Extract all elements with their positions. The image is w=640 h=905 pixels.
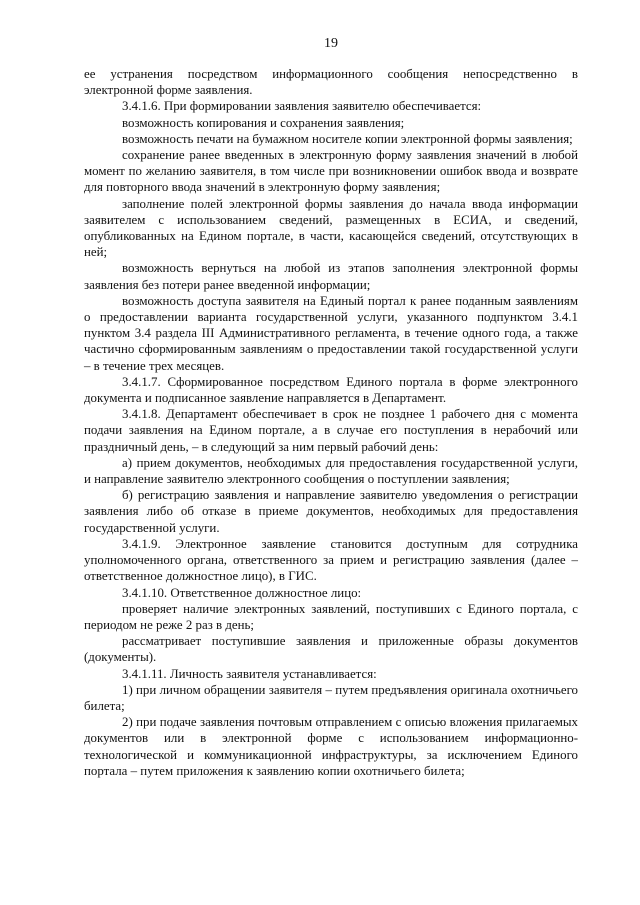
document-body xyxy=(84,66,578,779)
paragraph: 3.4.1.7. Сформированное посредством Единого портала в форме электронного документа и подписанное заявление направляется в Департамент. xyxy=(84,374,578,406)
paragraph: возможность печати на бумажном носителе копии электронной формы заявления; xyxy=(122,131,573,146)
paragraph: заполнение полей электронной формы заявления до начала ввода информации заявителем с использованием сведений, размещенных в ЕСИА, и сведений, опубликованных на Едином портале, в части, касающейся сведений, отсутствующих в ней; xyxy=(84,196,578,260)
paragraph: ее устранения посредством информационного сообщения непосредственно в электронной форме заявления. xyxy=(84,67,578,98)
paragraph: возможность вернуться на любой из этапов заполнения электронной формы заявления без потери ранее введенной информации; xyxy=(84,261,578,292)
paragraph: 3.4.1.11. Личность заявителя устанавливается: xyxy=(122,666,377,681)
paragraph: 3.4.1.10. Ответственное должностное лицо: xyxy=(122,585,362,600)
paragraph: возможность доступа заявителя на Единый портал к ранее поданным заявлениям о предоставлении варианта государственной услуги, указанного подпунктом 3.4.1 пунктом 3.4 раздела III Административного регламента, в течение одного года, а также частично сформированным заявлениям о предоставлении такой государственной услуги – в течение трех месяцев. xyxy=(84,293,578,373)
paragraph: 2) при подаче заявления почтовым отправлением с описью вложения прилагаемых документов или в электронной форме с использованием информационно-технологической и коммуникационной инфраструктуры, за исключением Единого портала – путем приложения к заявлению копии охотничьего билета; xyxy=(84,715,578,778)
paragraph: возможность копирования и сохранения заявления; xyxy=(122,115,405,130)
paragraph: 3.4.1.9. Электронное заявление становится доступным для сотрудника уполномоченного органа, ответственного за прием и регистрацию заявления (далее – ответственное должностное лицо), в ГИС. xyxy=(84,536,578,584)
paragraph: 3.4.1.8. Департамент обеспечивает в срок не позднее 1 рабочего дня с момента подачи заявления на Едином портале, а в случае его поступления в нерабочий или праздничный день, – в следующий за ним первый рабочий день: xyxy=(84,407,578,454)
paragraph: 3.4.1.6. При формировании заявления заявителю обеспечивается: xyxy=(122,99,482,114)
paragraph: а) прием документов, необходимых для предоставления государственной услуги, и направление заявителю электронного сообщения о поступлении заявления; xyxy=(84,455,578,487)
paragraph: рассматривает поступившие заявления и приложенные образы документов (документы). xyxy=(84,634,578,665)
paragraph: 1) при личном обращении заявителя – путем предъявления оригинала охотничьего билета; xyxy=(84,682,578,713)
page-number: 19 xyxy=(324,36,338,51)
paragraph: сохранение ранее введенных в электронную форму заявления значений в любой момент по желанию заявителя, в том числе при возникновении ошибок ввода и возврате для повторного ввода значений в электронную форму заявления; xyxy=(84,148,578,195)
paragraph: проверяет наличие электронных заявлений, поступивших с Единого портала, с периодом не реже 2 раз в день; xyxy=(84,601,578,632)
paragraph: б) регистрацию заявления и направление заявителю уведомления о регистрации заявления либо об отказе в приеме документов, необходимых для предоставления государственной услуги. xyxy=(84,488,578,535)
